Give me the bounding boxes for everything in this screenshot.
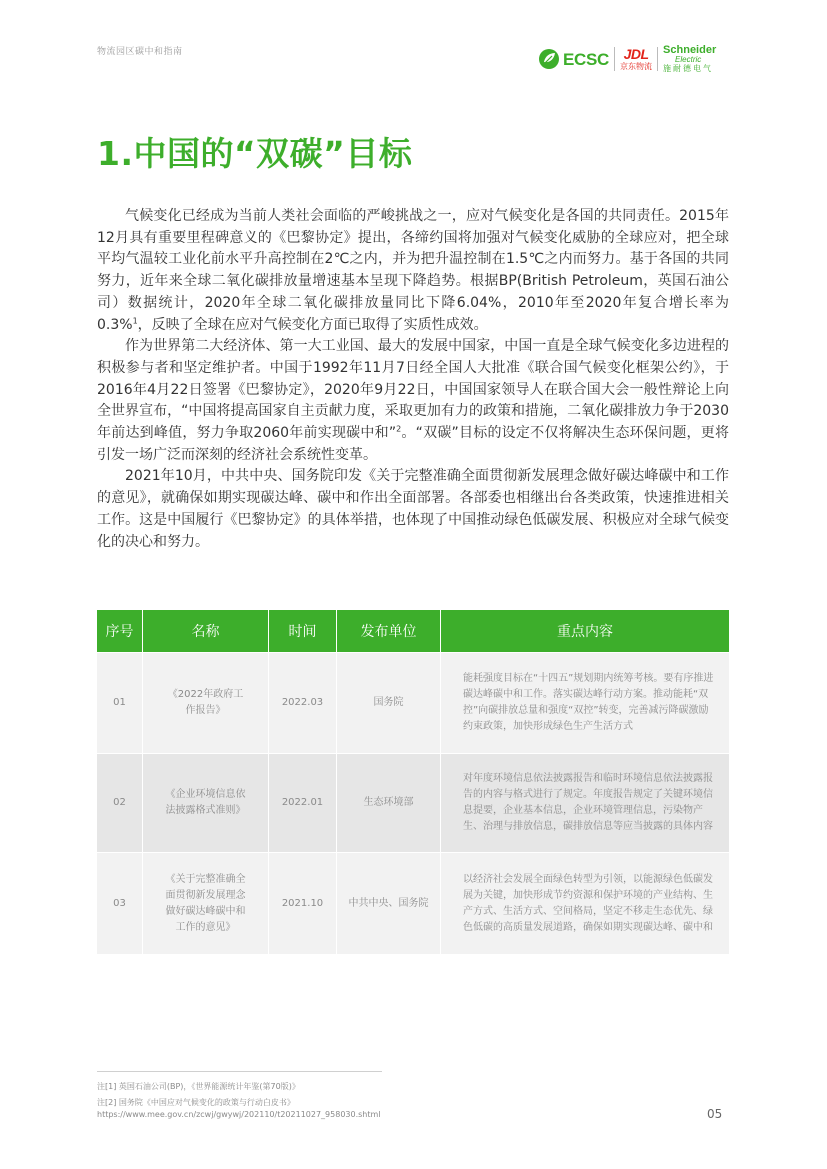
cell-name: 《2022年政府工作报告》 [143,652,269,753]
cell-date: 2022.01 [269,753,337,852]
footnote-1: 注[1] 英国石油公司(BP)，《世界能源统计年鉴(第70版)》 [97,1082,300,1091]
body-text [97,206,729,553]
partner-logos [538,44,730,74]
cell-issuer: 生态环境部 [337,753,441,852]
ecsc-wordmark: ECSC [563,49,610,69]
column-header: 名称 [143,610,269,652]
paragraph-text: 作为世界第二大经济体、第一大工业国、最大的发展中国家，中国一直是全球气候变化多边进程的积极参与者和坚定维护者。中国于1992年11月7日经全国人大批准《联合国气候变化框架公约》，于2016年4月22日签署《巴黎协定》，2020年9月22日，中国国家领导人在联合国大会一般性辩论上向全世界宣布，“中国将提高国家自主贡献力度，采取更加有力的政策和措施，二氧化碳排放力争于2030年前达到峰值，努力争取2060年前实现碳中和” [97,338,729,442]
jdl-logo [620,47,652,71]
policy-table [97,610,729,954]
logo-divider [657,47,658,71]
paragraph-text: 气候变化已经成为当前人类社会面临的严峻挑战之一，应对气候变化是各国的共同责任。2015年12月具有重要里程碑意义的《巴黎协定》提出，各缔约国将加强对气候变化威胁的全球应对，把全球平均气温较工业化前水平升高控制在2℃之内，并为把升温控制在1.5℃之内而努力。基于各国的共同努力，近年来全球二氧化碳排放量增速基本呈现下降趋势。根据BP(British Petroleum，英国石油公司）数据统计，2020年全球二氧化碳排放量同比下降6.04%，2010年至2020年复合增长率为0.3% [97,208,729,333]
cell-issuer: 中共中央、国务院 [337,852,441,954]
page-number: 05 [707,1107,723,1121]
schneider-chinese-name: 施耐德电气 [663,64,714,73]
schneider-wordmark: Schneider [663,44,717,56]
cell-content: 对年度环境信息依法披露报告和临时环境信息依法披露报告的内容与格式进行了规定。年度报告规定了关键环境信息提要，企业基本信息，企业环境管理信息，污染物产生、治理与排放信息，碳排放信息等应当披露的具体内容 [441,753,729,852]
footnote-link[interactable]: https://www.mee.gov.cn/zcwj/gwywj/202110/t20211027_958030.shtml [97,1110,381,1119]
cell-name: 《关于完整准确全面贯彻新发展理念做好碳达峰碳中和工作的意见》 [143,852,269,954]
cell-name: 《企业环境信息依法披露格式准则》 [143,753,269,852]
logo-divider [614,47,615,71]
running-title: 物流园区碳中和指南 [97,47,183,57]
column-header: 重点内容 [441,610,729,652]
ecsc-logo [538,48,609,70]
jdl-subtitle: 京东物流 [620,62,653,71]
cell-content: 能耗强度目标在“十四五”规划期内统筹考核。要有序推进碳达峰碳中和工作。落实碳达峰行动方案。推动能耗“双控”向碳排放总量和强度“双控”转变，完善减污降碳激励约束政策，加快形成绿色生产生活方式 [441,652,729,753]
cell-issuer: 国务院 [337,652,441,753]
table-row [97,852,729,954]
schneider-logo [663,45,716,73]
column-header: 序号 [97,610,143,652]
footnote-ref: 2 [396,424,402,434]
table-row [97,753,729,852]
column-header: 发布单位 [337,610,441,652]
cell-date: 2021.10 [269,852,337,954]
section-title: 1.中国的“双碳”目标 [97,134,413,173]
cell-no: 03 [97,852,143,954]
table-row [97,652,729,753]
schneider-subtitle: Electric [675,55,702,64]
paragraph: 2021年10月，中共中央、国务院印发《关于完整准确全面贯彻新发展理念做好碳达峰碳中和工作的意见》，就确保如期实现碳达峰、碳中和作出全面部署。各部委也相继出台各类政策，快速推进相关工作。这是中国履行《巴黎协定》的具体举措，也体现了中国推动绿色低碳发展、积极应对全球气候变化的决心和努力。 [97,468,729,550]
cell-no: 01 [97,652,143,753]
cell-no: 02 [97,753,143,852]
column-header: 时间 [269,610,337,652]
table-header-row [97,610,729,652]
cell-content: 以经济社会发展全面绿色转型为引领，以能源绿色低碳发展为关键，加快形成节约资源和保护环境的产业结构、生产方式、生活方式、空间格局，坚定不移走生态优先、绿色低碳的高质量发展道路，确保如期实现碳达峰、碳中和 [441,852,729,954]
footnote-divider [97,1071,382,1072]
paragraph-text: ，反映了全球在应对气候变化方面已取得了实质性成效。 [137,316,488,333]
jdl-wordmark: JDL [623,46,649,62]
cell-date: 2022.03 [269,652,337,753]
paragraph-text: 。“双碳”目标的设定不仅将解决生态环保问题，更将引发一场广泛而深刻的经济社会系统性变革。 [97,425,729,463]
paragraph [97,336,729,466]
leaf-icon [538,48,560,70]
footnote-2: 注[2] 国务院《中国应对气候变化的政策与行动白皮书》 [97,1098,295,1107]
paragraph [97,206,729,336]
footnote-ref: 1 [132,315,138,325]
